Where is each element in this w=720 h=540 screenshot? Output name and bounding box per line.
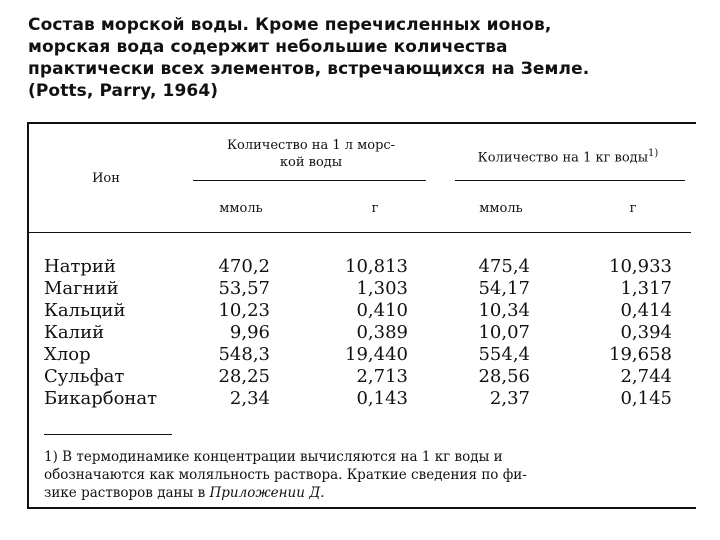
ion-name: Кальций — [44, 300, 126, 321]
table-caption — [28, 14, 698, 102]
footnote-line-2: обозначаются как моляльность раствора. Краткие сведения по фи- — [44, 467, 527, 483]
ion-name: Бикарбонат — [44, 388, 158, 409]
mmol-per-kg: 28,56 — [478, 366, 530, 387]
per-liter-header-line-1: Количество на 1 л морс- — [226, 138, 396, 153]
ion-column-header: Ион — [92, 171, 120, 186]
ion-name: Калий — [44, 322, 105, 343]
mmol-per-liter: 28,25 — [218, 366, 270, 387]
g-per-liter: 0,143 — [356, 388, 408, 409]
mmol-per-kg: 475,4 — [478, 256, 530, 277]
mmol-per-kg: 10,07 — [478, 322, 530, 343]
per-liter-mmol-header: ммоль — [219, 201, 263, 216]
footnote-mark: 1) — [648, 148, 659, 159]
mmol-per-liter: 548,3 — [218, 344, 270, 365]
footnote — [44, 448, 680, 502]
ion-name: Натрий — [44, 256, 116, 277]
mmol-per-kg: 54,17 — [478, 278, 530, 299]
g-per-liter: 0,410 — [356, 300, 408, 321]
g-per-liter: 1,303 — [356, 278, 408, 299]
per-liter-header-rule — [193, 180, 426, 181]
g-per-kg: 0,394 — [620, 322, 672, 343]
caption-line-4: (Potts, Parry, 1964) — [28, 81, 219, 101]
mmol-per-liter: 10,23 — [218, 300, 270, 321]
footnote-line-3 — [44, 484, 680, 502]
g-per-kg: 2,744 — [620, 366, 672, 387]
g-per-kg: 1,317 — [620, 278, 672, 299]
g-per-liter: 0,389 — [356, 322, 408, 343]
mmol-per-liter: 2,34 — [229, 388, 270, 409]
g-per-kg: 19,658 — [609, 344, 672, 365]
g-per-kg: 0,145 — [620, 388, 672, 409]
g-per-kg: 10,933 — [609, 256, 672, 277]
per-kg-header — [446, 146, 690, 166]
footnote-separator — [44, 434, 172, 435]
footnote-line-3-text: зике растворов даны в — [44, 485, 210, 501]
g-per-liter: 10,813 — [345, 256, 408, 277]
mmol-per-kg: 2,37 — [489, 388, 530, 409]
per-kg-mmol-header: ммоль — [479, 201, 523, 216]
ion-name: Магний — [44, 278, 119, 299]
per-kg-header-text: Количество на 1 кг воды — [477, 150, 649, 166]
appendix-reference: Приложении Д. — [209, 485, 325, 501]
g-per-kg: 0,414 — [620, 300, 672, 321]
g-per-liter: 19,440 — [345, 344, 408, 365]
caption-line-1: Состав морской воды. Кроме перечисленных ионов, — [28, 15, 552, 35]
caption-line-2: морская вода содержит небольшие количества — [28, 37, 508, 57]
mmol-per-kg: 554,4 — [478, 344, 530, 365]
caption-line-3: практически всех элементов, встречающихся на Земле. — [28, 59, 590, 79]
mmol-per-kg: 10,34 — [478, 300, 530, 321]
mmol-per-liter: 9,96 — [229, 322, 270, 343]
header-bottom-rule — [29, 232, 691, 233]
g-per-liter: 2,713 — [356, 366, 408, 387]
mmol-per-liter: 53,57 — [218, 278, 270, 299]
ion-name: Сульфат — [44, 366, 125, 387]
per-kg-header-rule — [455, 180, 685, 181]
per-liter-header-line-2: кой воды — [279, 155, 343, 170]
per-kg-g-header: г — [629, 201, 637, 216]
ion-name: Хлор — [44, 344, 91, 365]
footnote-line-1: 1) В термодинамике концентрации вычисляются на 1 кг воды и — [44, 449, 503, 465]
mmol-per-liter: 470,2 — [218, 256, 270, 277]
per-liter-g-header: г — [371, 201, 379, 216]
